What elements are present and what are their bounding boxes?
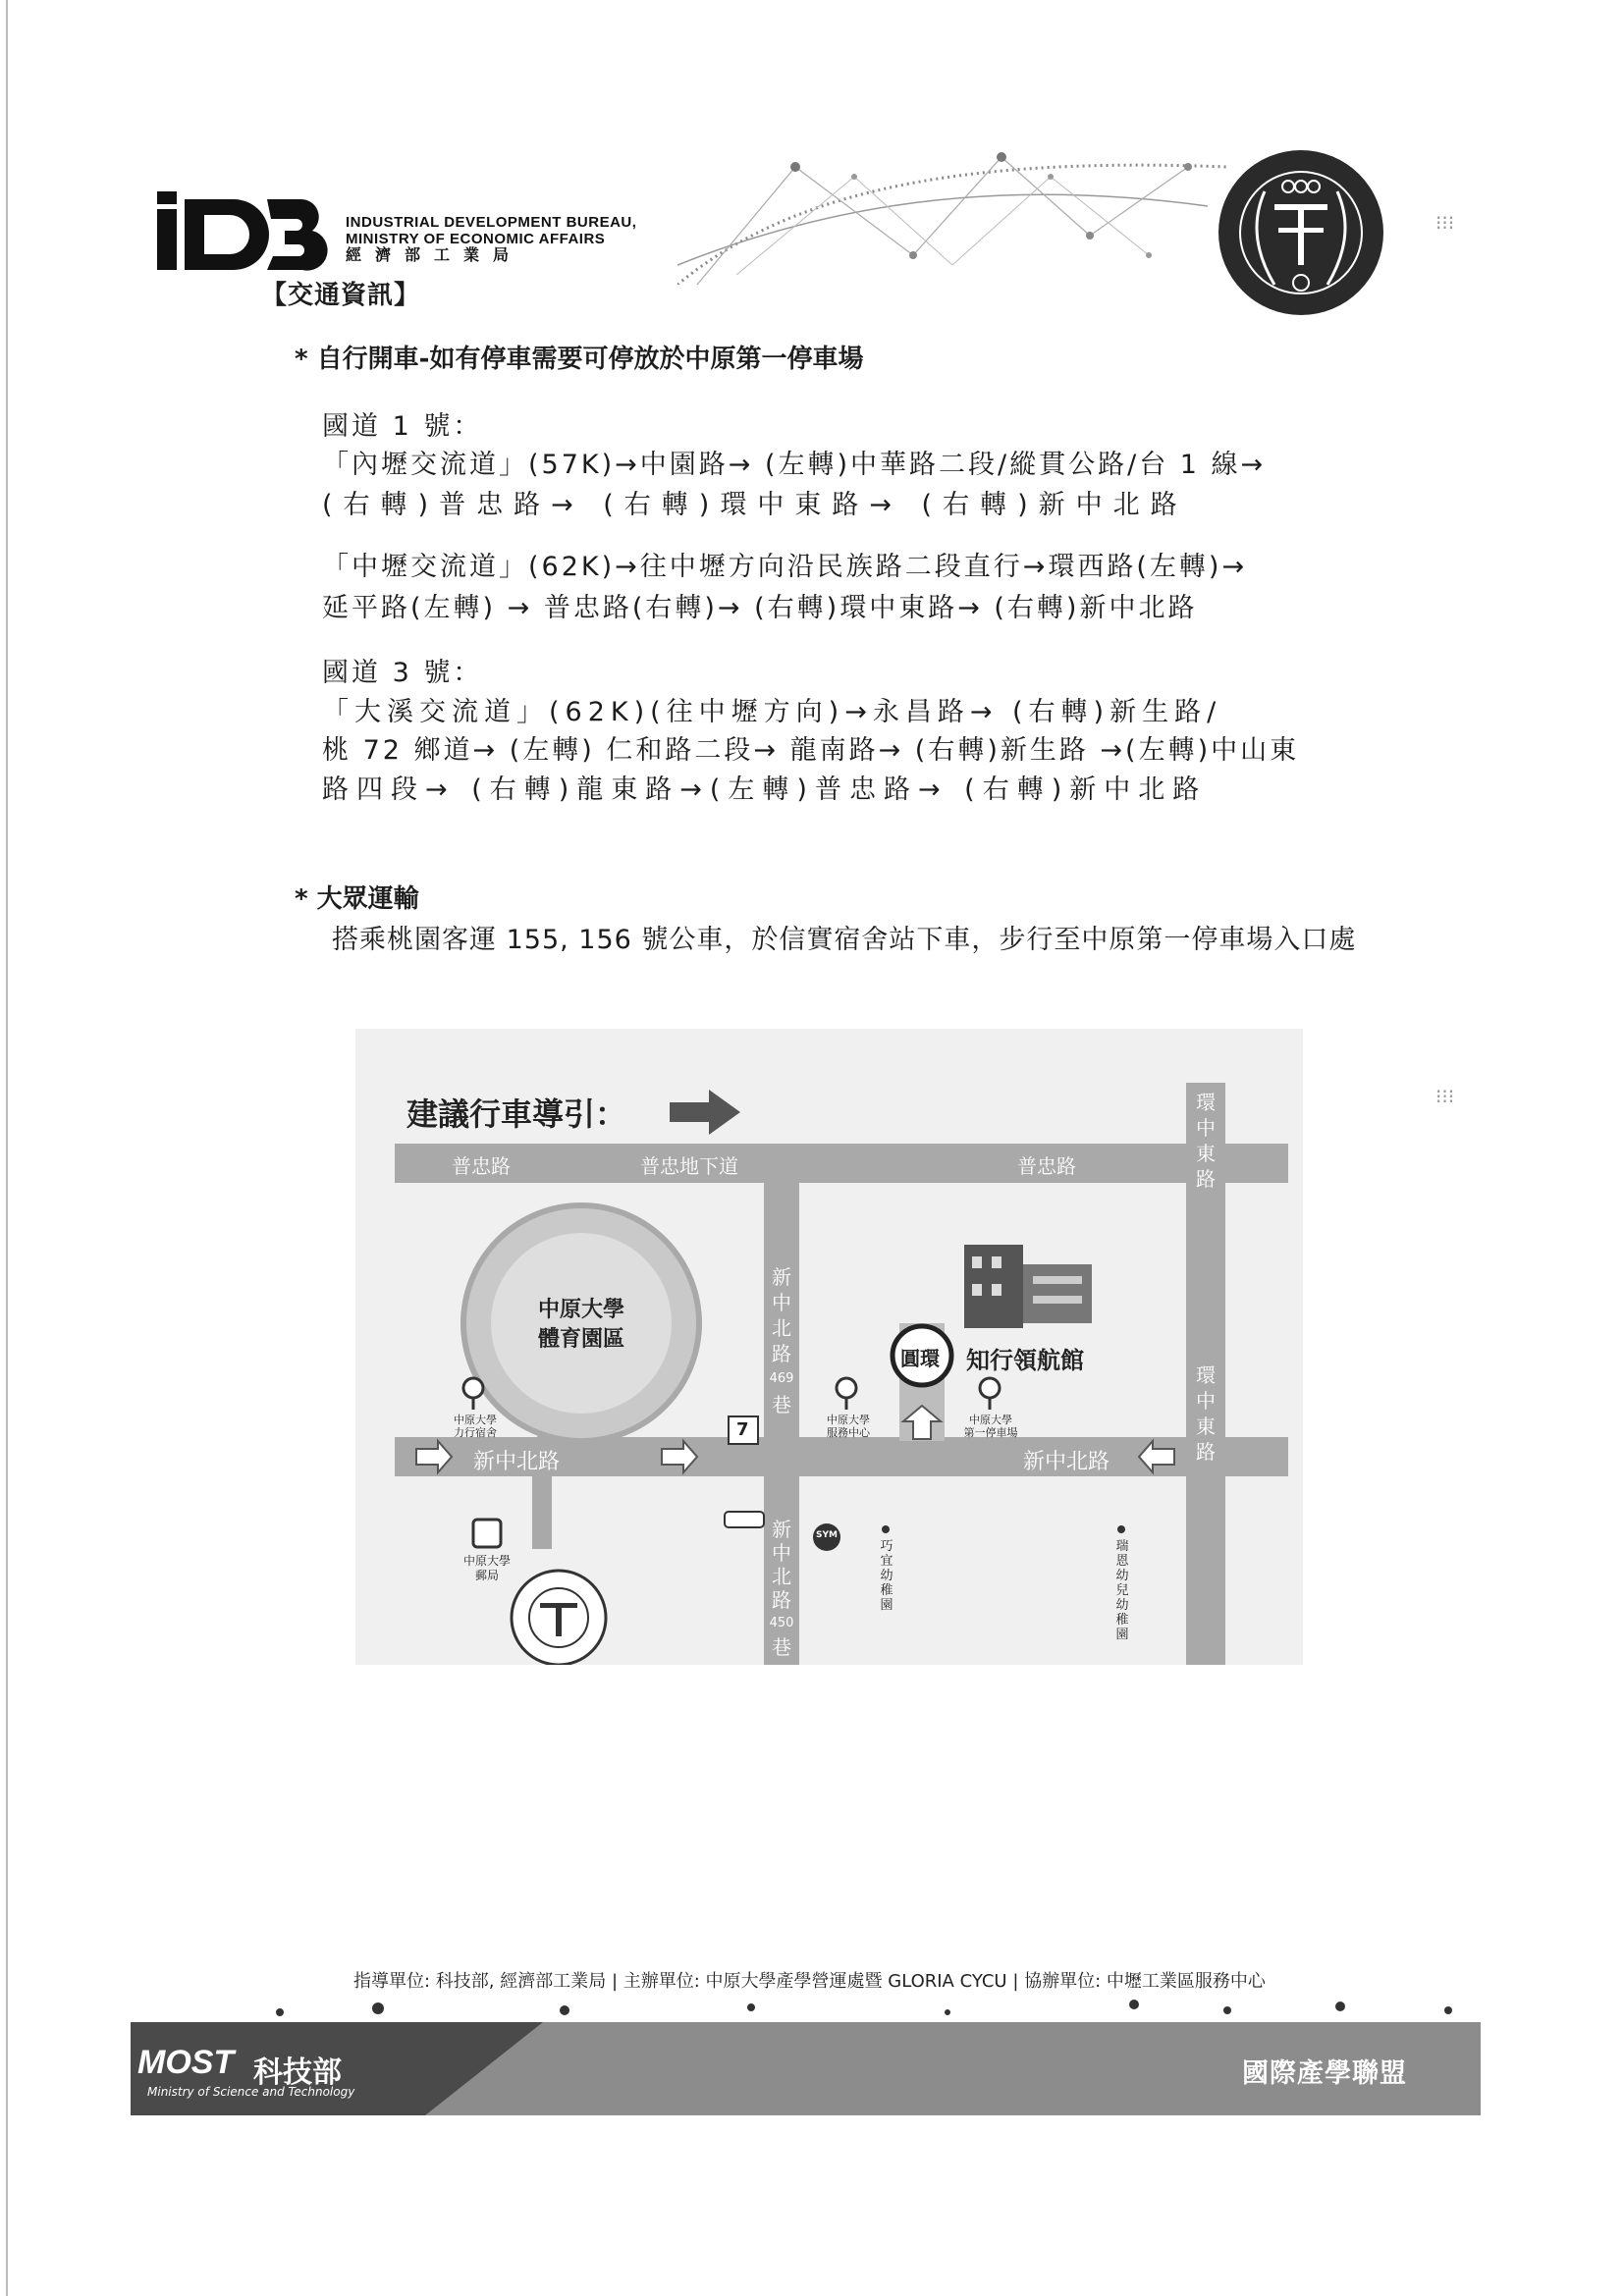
route2-line1: 「中壢交流道」(62K)→往中壢方向沿民族路二段直行→環西路(左轉)→ [322, 552, 1248, 582]
char: 幼 [1115, 1598, 1129, 1613]
road-label-puzhong-left: 普忠路 [452, 1154, 511, 1178]
char: 路 [772, 1342, 791, 1365]
poi-ruien-label [1114, 1539, 1130, 1642]
char: 中 [772, 1291, 791, 1314]
road-label-puzhong-tunnel: 普忠地下道 [640, 1154, 738, 1178]
roundabout-label: 圓環 [900, 1347, 940, 1370]
char: 園 [1115, 1628, 1129, 1642]
idb-logo [157, 191, 334, 275]
route1-line1: 「內壢交流道」(57K)→中園路→ (左轉)中華路二段/縱貫公路/台 1 線→ [322, 450, 1267, 480]
char: 宜 [880, 1554, 893, 1569]
char: 中 [1196, 1116, 1216, 1140]
route-map [355, 1029, 1303, 1665]
most-name-en: Ministry of Science and Technology [147, 2085, 355, 2099]
char: 北 [772, 1316, 791, 1340]
char: 稚 [1115, 1613, 1129, 1628]
char: 兒 [1115, 1583, 1129, 1598]
sports-park-line1: 中原大學 [537, 1298, 624, 1322]
lane-number: 450 [769, 1616, 794, 1630]
pin-icon [980, 1378, 1000, 1410]
poi-post-label [458, 1554, 516, 1583]
idb-name [346, 214, 636, 264]
char: 東 [1196, 1142, 1216, 1165]
idb-name-en-2: MINISTRY OF ECONOMIC AFFAIRS [346, 231, 606, 247]
char: 北 [772, 1565, 791, 1588]
route2-line2: 延平路(左轉) → 普忠路(右轉)→ (右轉)環中東路→ (右轉)新中北路 [322, 593, 1198, 623]
post-office-icon [473, 1520, 501, 1547]
poi-dot [1117, 1525, 1125, 1533]
most-logo: MOST [137, 2044, 235, 2081]
cycu-emblem [1216, 147, 1387, 319]
highway1-label: 國道 1 號： [322, 411, 483, 442]
char: 恩 [1115, 1554, 1129, 1569]
pin-icon [463, 1378, 483, 1410]
char: 稚 [880, 1583, 893, 1598]
road-label-xinzhongbei-right: 新中北路 [1023, 1450, 1110, 1474]
char: 路 [772, 1588, 791, 1612]
char: 環 [1196, 1363, 1216, 1387]
road-label-puzhong-right: 普忠路 [1017, 1154, 1076, 1178]
direction-arrow-icon [670, 1090, 740, 1135]
driving-heading: * 自行開車-如有停車需要可停放於中原第一停車場 [295, 345, 864, 374]
road-label-xinzhongbei-left: 新中北路 [473, 1450, 561, 1474]
char: 中 [1196, 1389, 1216, 1413]
char: 路 [1196, 1440, 1216, 1464]
bus-icon [725, 1512, 764, 1527]
highway3-label: 國道 3 號： [322, 658, 483, 688]
poi-line: 中原大學 [969, 1414, 1012, 1426]
sports-park-label [532, 1296, 630, 1355]
poi-line: 力行宿舍 [454, 1426, 497, 1439]
scan-edge [6, 0, 8, 2296]
network-decoration [677, 147, 1227, 285]
building-icon [964, 1245, 1092, 1328]
char: 瑞 [1115, 1539, 1129, 1554]
poi-line: 第一停車場 [963, 1426, 1018, 1439]
margin-mark: ⁝⁝⁝ [1435, 1085, 1455, 1108]
idb-name-zh: 經濟部工業局 [346, 247, 523, 264]
transit-text: 搭乘桃園客運 155, 156 號公車，於信實宿舍站下車，步行至中原第一停車場入口處 [332, 925, 1357, 955]
poi-service-label [817, 1414, 880, 1439]
pin-icon [837, 1378, 856, 1410]
char: 巧 [880, 1539, 893, 1554]
poi-dot [882, 1525, 890, 1533]
route1-line2: (右轉)普忠路→ (右轉)環中東路→ (右轉)新中北路 [322, 490, 1188, 520]
char: 新 [772, 1265, 791, 1289]
poi-qiaoyi-label [879, 1539, 894, 1613]
char: 巷 [772, 1393, 791, 1416]
route3-line3: 路四段→ (右轉)龍東路→(左轉)普忠路→ (右轉)新中北路 [322, 774, 1208, 805]
road-label-huanzhong-top [1192, 1090, 1219, 1192]
poi-lixing-label [444, 1414, 507, 1439]
building-label: 知行領航館 [966, 1347, 1084, 1374]
alliance-label: 國際產學聯盟 [1242, 2058, 1407, 2089]
margin-mark: ⁝⁝⁝ [1435, 211, 1455, 235]
poi-line: 中原大學 [454, 1414, 497, 1426]
footer-dots [245, 1993, 1473, 2022]
route3-line2: 桃 72 鄉道→ (左轉) 仁和路二段→ 龍南路→ (右轉)新生路 →(左轉)中山東 [322, 735, 1300, 766]
char: 幼 [880, 1569, 893, 1583]
lane-label-469 [767, 1264, 796, 1417]
road-puzhong [395, 1144, 1288, 1183]
map-title: 建議行車導引： [406, 1095, 627, 1133]
road-label-huanzhong-bottom [1192, 1362, 1219, 1465]
poi-line: 郵局 [474, 1569, 499, 1582]
char: 環 [1196, 1091, 1216, 1114]
char: 中 [772, 1541, 791, 1565]
char: 幼 [1115, 1569, 1129, 1583]
section-tag: 【交通資訊】 [261, 281, 421, 310]
most-name-zh: 科技部 [253, 2056, 342, 2090]
char: 東 [1196, 1415, 1216, 1438]
footer-sponsors: 指導單位: 科技部, 經濟部工業局 | 主辦單位: 中原大學產學營運處暨 GLORIA CYCU | 協辦單位: 中壢工業區服務中心 [353, 1971, 1266, 1992]
sym-label: SYM [816, 1530, 838, 1540]
poi-line: 服務中心 [827, 1426, 870, 1439]
poi-line: 中原大學 [827, 1414, 870, 1426]
lane-number: 469 [769, 1371, 794, 1386]
char: 新 [772, 1518, 791, 1541]
idb-name-en-1: INDUSTRIAL DEVELOPMENT BUREAU, [346, 214, 637, 231]
lane-label-450 [767, 1518, 796, 1659]
sports-park-line2: 體育園區 [537, 1327, 624, 1352]
poi-line: 中原大學 [462, 1554, 511, 1568]
transit-heading: * 大眾運輸 [295, 884, 419, 914]
seal-stem [556, 1603, 562, 1636]
char: 路 [1196, 1167, 1216, 1191]
char: 園 [880, 1598, 893, 1613]
seven-eleven-label: 7 [736, 1419, 749, 1440]
char: 巷 [772, 1635, 791, 1659]
poi-parking-label [956, 1414, 1025, 1439]
route3-line1: 「大溪交流道」(62K)(往中壢方向)→永昌路→ (右轉)新生路/ [322, 697, 1222, 727]
